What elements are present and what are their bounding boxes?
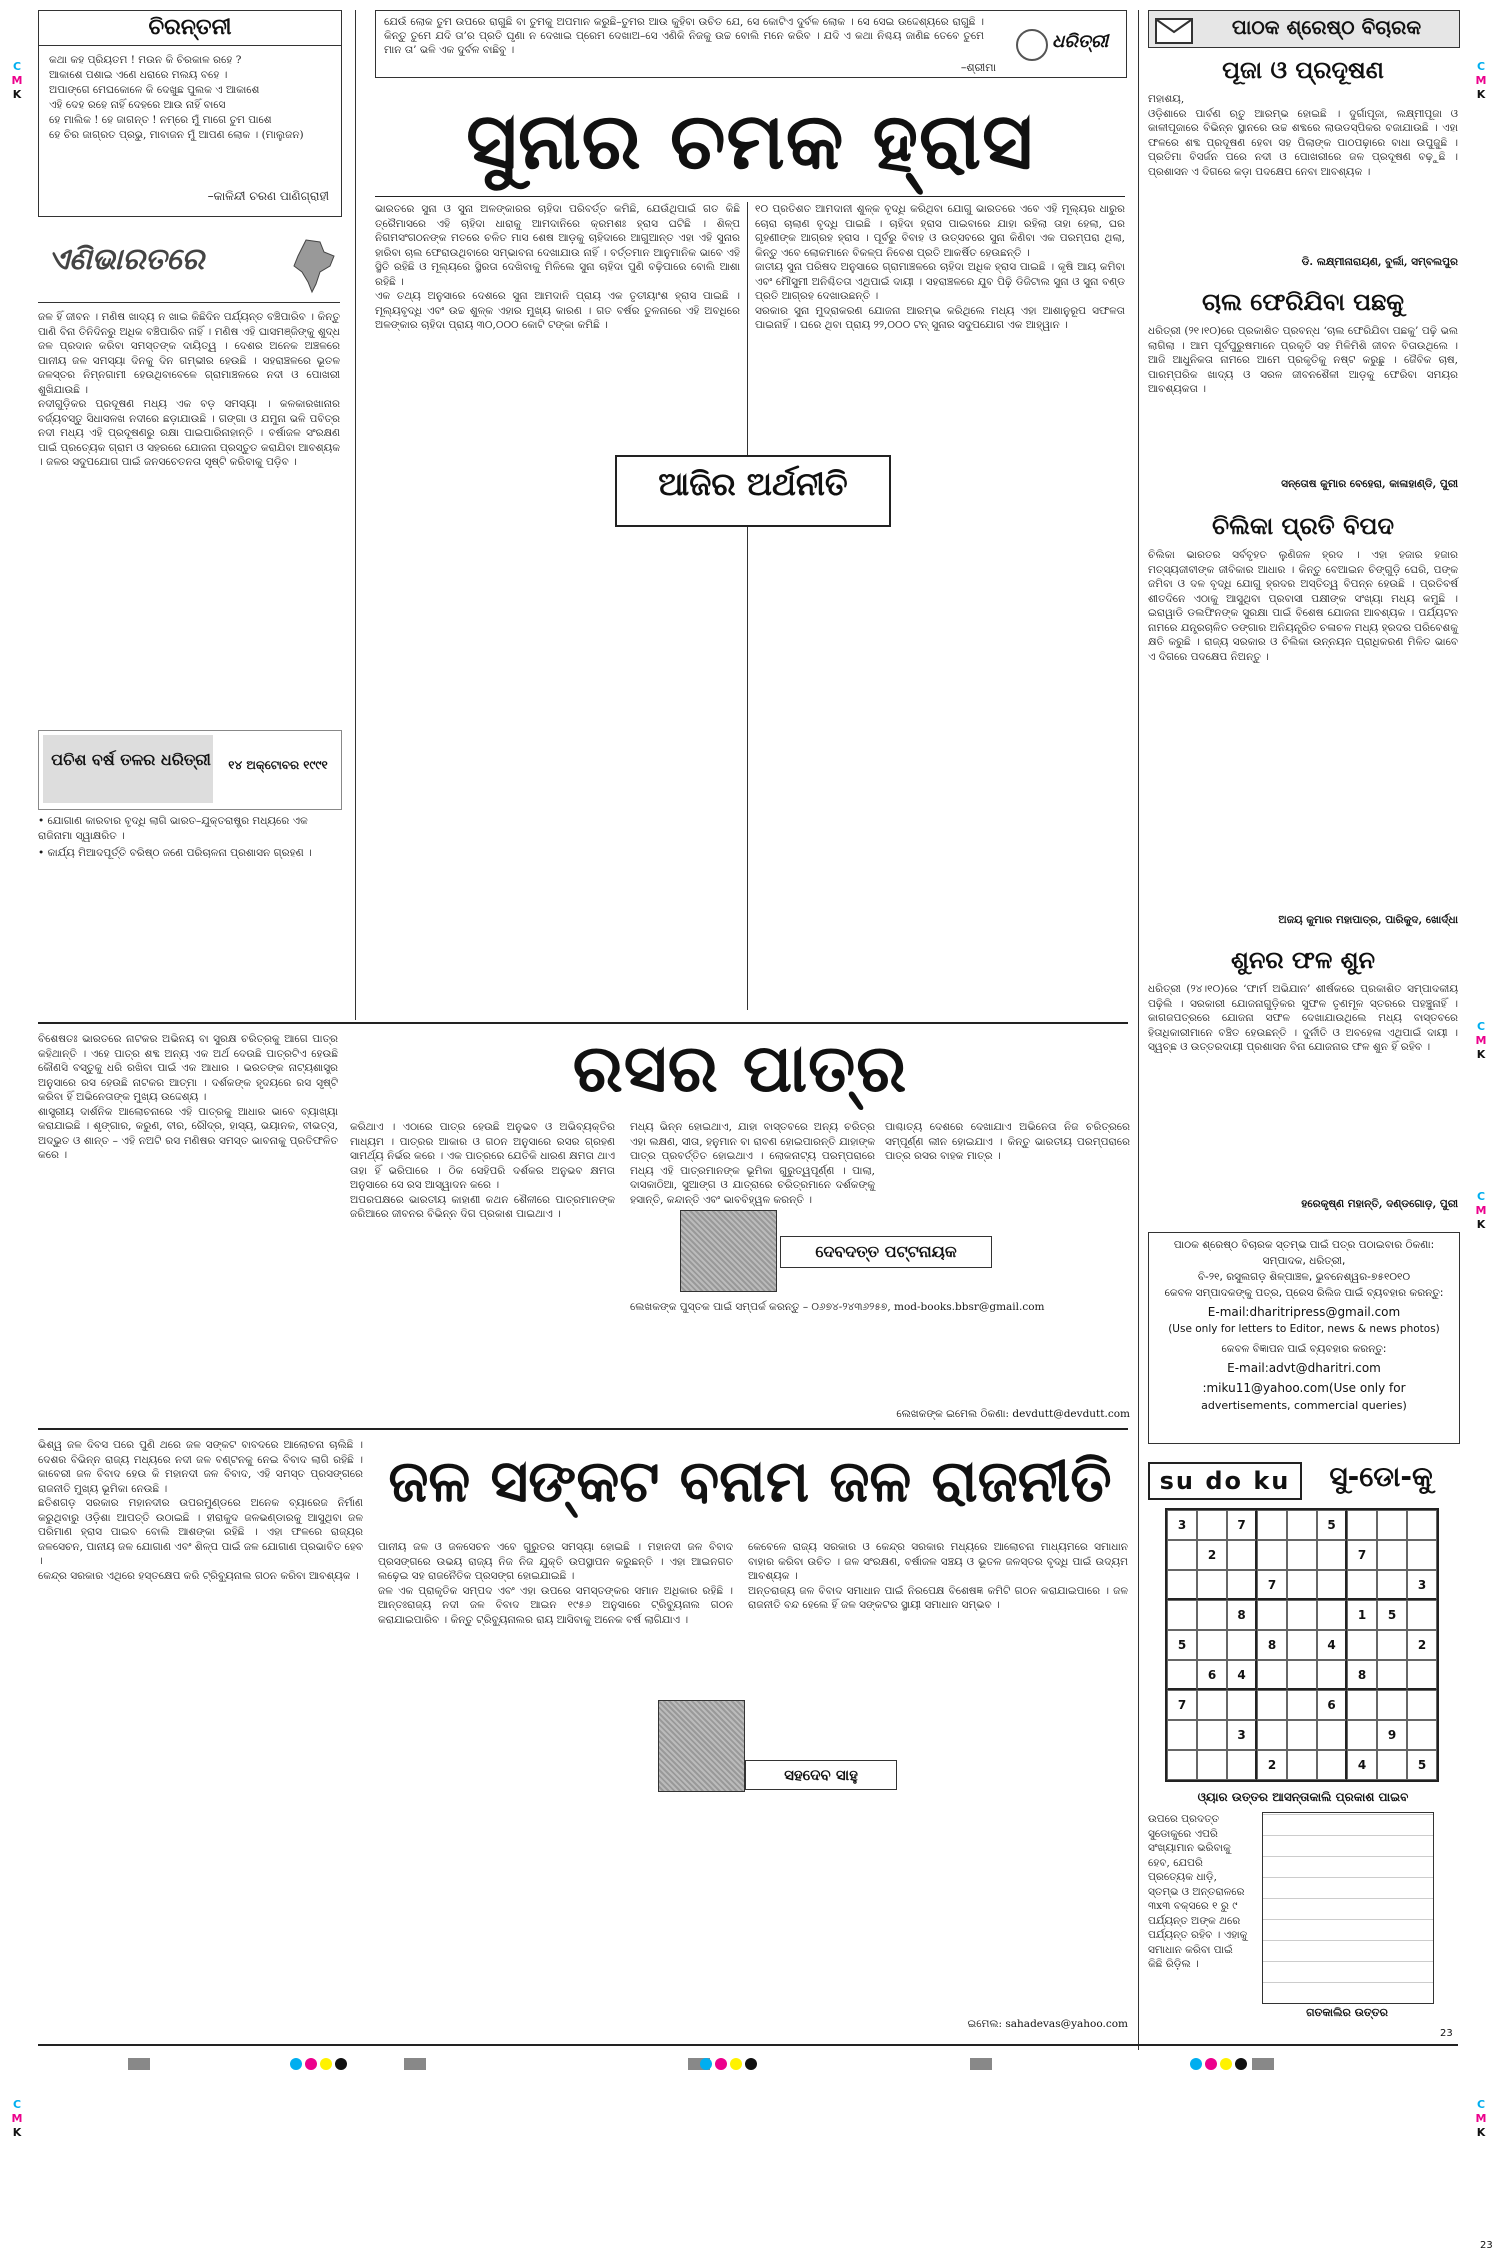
rasa-col4: ପାଶ୍ଚାତ୍ୟ ଦେଶରେ ଦେଖାଯାଏ ଅଭିନେତା ନିଜ ଚରିତ୍ରରେ ସମ୍ପୂର୍ଣ୍ଣ ଲୀନ ହୋଇଯାଏ । କିନ୍ତୁ ଭାରତୀୟ ପରମ୍ପରାରେ ପାତ୍ର ରସର ବାହକ ମାତ୍ର । — [885, 1121, 1134, 1162]
letters-header-box — [1148, 10, 1460, 48]
sudoku-cell[interactable] — [1317, 1570, 1347, 1600]
sudoku-cell[interactable] — [1377, 1690, 1407, 1720]
letter3-body: ଚିଲିକା ଭାରତର ସର୍ବବୃହତ ଲୁଣିଜଳ ହ୍ରଦ । ଏହା ହଜାର ହଜାର ମତ୍ସ୍ୟଜୀବୀଙ୍କ ଜୀବିକାର ଆଧାର । କିନ୍ତୁ ବେଆଇନ ଚିଙ୍ଗୁଡ଼ି ଘେରି, ପଙ୍କ ଜମିବା ଓ ଦଳ ବୃଦ୍ଧି ଯୋଗୁ ହ୍ରଦର ଅସ୍ତିତ୍ୱ ବିପନ୍ନ ହେଉଛି । ପ୍ରତିବର୍ଷ ଶୀତଦିନେ ଏଠାକୁ ଆସୁଥିବା ପ୍ରବାସୀ ପକ୍ଷୀଙ୍କ ସଂଖ୍ୟା ମଧ୍ୟ କମୁଛି । ଇରାୱାଡି ଡଲଫିନଙ୍କ ସୁରକ୍ଷା ପାଇଁ ବିଶେଷ ଯୋଜନା ଆବଶ୍ୟକ । ପର୍ଯ୍ୟଟନ ନାମରେ ଯନ୍ତ୍ରଚାଳିତ ଡଙ୍ଗାର ଅନିୟନ୍ତ୍ରିତ ଚଳାଚଳ ମଧ୍ୟ ହ୍ରଦର ପରିବେଶକୁ କ୍ଷତି କରୁଛି । ରାଜ୍ୟ ସରକାର ଓ ଚିଲିକା ଉନ୍ନୟନ ପ୍ରାଧିକରଣ ମିଳିତ ଭାବେ ଏ ଦିଗରେ ପଦକ୍ଷେପ ନିଅନ୍ତୁ । — [1148, 549, 1462, 663]
sudoku-cell[interactable] — [1197, 1510, 1227, 1540]
sudoku-cell[interactable] — [1257, 1540, 1287, 1570]
contact-email3-note: advertisements, commercial queries) — [1201, 1399, 1407, 1412]
water-col1: ଭିଶ୍ୱ ଜଳ ଦିବସ ପରେ ପୁଣି ଥରେ ଜଳ ସଙ୍କଟ ବାବଦରେ ଆଲୋଚନା ଚାଲିଛି । ଦେଶର ବିଭିନ୍ନ ରାଜ୍ୟ ମଧ୍ୟରେ ନଦୀ ଜଳ ବଣ୍ଟନକୁ ନେଇ ବିବାଦ ଲାଗି ରହିଛି । କାବେରୀ ଜଳ ବିବାଦ ହେଉ କି ମହାନଦୀ ଜଳ ବିବାଦ, ଏହି ସମସ୍ତ ପ୍ରସଙ୍ଗରେ ରାଜନୀତି ମୁଖ୍ୟ ଭୂମିକା ନେଉଛି । ଛତିଶଗଡ଼ ସରକାର ମହାନଦୀର ଉପରମୁଣ୍ଡରେ ଅନେକ ବ୍ୟାରେଜ ନିର୍ମାଣ କରୁଥିବାରୁ ଓଡ଼ିଶା ଆପତ୍ତି ଉଠାଇଛି । ହୀରାକୁଦ ଜଳଭଣ୍ଡାରକୁ ଆସୁଥିବା ଜଳ ପରିମାଣ ହ୍ରାସ ପାଇବ ବୋଲି ଆଶଙ୍କା ରହିଛି । ଏହା ଫଳରେ ରାଜ୍ୟର ଜଳସେଚନ, ପାନୀୟ ଜଳ ଯୋଗାଣ ଏବଂ ଶିଳ୍ପ ପାଇଁ ଜଳ ଯୋଗାଣ ପ୍ରଭାବିତ ହେବ । କେନ୍ଦ୍ର ସରକାର ଏଥିରେ ହସ୍ତକ୍ଷେପ କରି ଟ୍ରିବ୍ୟୁନାଲ ଗଠନ କରିବା ଆବଶ୍ୟକ । — [38, 1439, 363, 1582]
letter2-title: ଚାଲ ଫେରିଯିବା ପଛକୁ — [1201, 288, 1405, 316]
contact-line5: କେବଳ ବିଜ୍ଞାପନ ପାଇଁ ବ୍ୟବହାର କରନ୍ତୁ: — [1221, 1343, 1387, 1355]
sudoku-cell[interactable] — [1407, 1690, 1437, 1720]
sudoku-cell[interactable] — [1317, 1750, 1347, 1780]
india-today-title: ଏଣିଭାରତରେ — [48, 242, 205, 277]
sudoku-cell[interactable]: 8 — [1227, 1600, 1257, 1630]
rule-water-top — [38, 1428, 1128, 1430]
reg-k-mid-right: K — [1476, 1048, 1486, 1061]
sudoku-prev-answer — [1262, 1812, 1434, 2004]
contact-line3: ବି-୨୧, ରସୁଲଗଡ଼ ଶିଳ୍ପାଞ୍ଚଳ, ଭୁବନେଶ୍ୱର-୭୫୧୦୧୦ — [1197, 1271, 1411, 1283]
sudoku-cell[interactable]: 8 — [1257, 1630, 1287, 1660]
gray-swatch-1 — [128, 2058, 150, 2070]
sudoku-cell[interactable] — [1377, 1510, 1407, 1540]
water-author-email: ଇମେଲ: sahadevas@yahoo.com — [967, 2018, 1128, 2030]
contact-box — [1148, 1232, 1460, 1444]
contact-email1[interactable]: E-mail:dharitripress@gmail.com — [1207, 1305, 1401, 1319]
sudoku-cell[interactable]: 4 — [1347, 1750, 1377, 1780]
rasa-col2: କରିଥାଏ । ଏଠାରେ ପାତ୍ର ହେଉଛି ଅନୁଭବ ଓ ଅଭିବ୍ୟକ୍ତିର ମାଧ୍ୟମ । ପାତ୍ରର ଆକାର ଓ ଗଠନ ଅନୁସାରେ ରସର ଗ୍ରହଣ ସାମର୍ଥ୍ୟ ନିର୍ଭର କରେ । ଏକ ପାତ୍ରରେ ଯେତିକି ଧାରଣ କ୍ଷମତା ଥାଏ ତାହା ହିଁ ଭରିପାରେ । ଠିକ ସେହିପରି ଦର୍ଶକର ଅନୁଭବ କ୍ଷମତା ଅନୁସାରେ ସେ ରସ ଆସ୍ୱାଦନ କରେ । ଅପରପକ୍ଷରେ ଭାରତୀୟ କାହାଣୀ କଥନ ଶୈଳୀରେ ପାତ୍ରମାନଙ୍କ ଜରିଆରେ ଜୀବନର ବିଭିନ୍ନ ଦିଗ ପ୍ରକାଶ ପାଇଥାଏ । — [350, 1121, 615, 1220]
cmyk-dot — [335, 2058, 347, 2070]
sudoku-cell[interactable] — [1377, 1660, 1407, 1690]
sudoku-cell[interactable] — [1317, 1660, 1347, 1690]
cmyk-dot — [745, 2058, 757, 2070]
contact-email3[interactable]: :miku11@yahoo.com(Use only for — [1202, 1381, 1406, 1395]
sudoku-cell[interactable] — [1377, 1570, 1407, 1600]
sudoku-cell[interactable] — [1287, 1660, 1317, 1690]
cmyk-dot — [290, 2058, 302, 2070]
sudoku-cell[interactable] — [1347, 1570, 1377, 1600]
sudoku-cell[interactable] — [1227, 1630, 1257, 1660]
sudoku-cell[interactable] — [1377, 1630, 1407, 1660]
sudoku-cell[interactable] — [1407, 1720, 1437, 1750]
reg-m-bottom-left: M — [11, 2112, 23, 2125]
envelope-icon — [1155, 18, 1193, 44]
reg-m-mid-right-2: M — [1475, 1204, 1487, 1217]
author-name-devdutt: ଦେବଦତ୍ତ ପଟ୍ଟନାୟକ — [780, 1236, 992, 1268]
sudoku-rules: ଉପରେ ପ୍ରଦତ୍ତ ସୁଡୋକୁରେ ଏପରି ସଂଖ୍ୟାମାନ ଭରିବାକୁ ହେବ, ଯେପରି ପ୍ରତ୍ୟେକ ଧାଡ଼ି, ସ୍ତମ୍ଭ ଓ ଅନ୍ତରାଳରେ ୩x୩ ବକ୍ସରେ ୧ ରୁ ୯ ପର୍ଯ୍ୟନ୍ତ ଅଙ୍କ ଥରେ ପର୍ଯ୍ୟନ୍ତ ରହିବ । ଏହାକୁ ସମାଧାନ କରିବା ପାଇଁ କିଛି ରିଡ଼ିଲ । — [1148, 1813, 1251, 1970]
sudoku-cell[interactable] — [1377, 1540, 1407, 1570]
reg-k-top-right: K — [1476, 88, 1486, 101]
rasa-col3: ମଧ୍ୟ ଭିନ୍ନ ହୋଇଥାଏ, ଯାହା ବାସ୍ତବରେ ଅନ୍ୟ ଚରିତ୍ର ଏହା ଲକ୍ଷଣ, ସୀତା, ହନୁମାନ ବା ରାବଣ ହୋଇପାରନ୍ତି ଯାହାଙ୍କ ପାତ୍ର ପ୍ରବର୍ତ୍ତିତ ହୋଇଥାଏ । ଲୋକନାଟ୍ୟ ପରମ୍ପରାରେ ମଧ୍ୟ ଏହି ପାତ୍ରମାନଙ୍କ ଭୂମିକା ଗୁରୁତ୍ୱପୂର୍ଣ୍ଣ । ପାଲା, ଦାସକାଠିଆ, ସୁଆଙ୍ଗ ଓ ଯାତ୍ରାରେ ଚରିତ୍ରମାନେ ଦର୍ଶକଙ୍କୁ ହସାନ୍ତି, କନ୍ଦାନ୍ତି ଏବଂ ଭାବବିହ୍ୱଳ କରନ୍ତି । — [630, 1121, 879, 1206]
sudoku-cell[interactable] — [1167, 1570, 1197, 1600]
sudoku-cell[interactable]: 2 — [1257, 1750, 1287, 1780]
reg-m-mid-right: M — [1475, 1034, 1487, 1047]
sudoku-cell[interactable]: 6 — [1197, 1660, 1227, 1690]
chirantani-poem: କଥା କହ ପ୍ରିୟତମ ! ମଉନ କି ଚିରକାଳ ରହେ ? ଆକାଶେ ପଶାଇ ଏଣେ ଧରାରେ ମଲୟ ବହେ । ଅପାଙ୍ଗେ ମେଘକୋଳେ କି ଦେଖୁଛ ପୁଲକ ଏ ଆକାଶେ ଏହି ଦେହ ରହେ ନାହିଁ ଦେହରେ ଆଉ ନାହିଁ ବାସେ ହେ ମାଲିକ ! ହେ ଜାଗନ୍ତ ! ନମ୍ରେ ମୁଁ ମାଗେ ତୁମ ପାଶେ ହେ ଚିର ଜାଗ୍ରତ ପ୍ରଭୁ, ମାବାଜନ ମୁଁ ଆପଣ ଲୋକ । (ମାଲୁଜନ) — [49, 54, 304, 141]
rule-bottom — [38, 2044, 1458, 2046]
dharitri-25-item2: • କାର୍ଯ୍ୟ ମିଆଦପୂର୍ତ୍ତି ବରିଷ୍ଠ ଜଣେ ପରିଚାଳନା ପ୍ରଶାସନ ଗ୍ରହଣ । — [38, 847, 312, 859]
rule-rasa-top — [38, 1022, 1128, 1024]
contact-email1-note: (Use only for letters to Editor, news & news photos) — [1168, 1323, 1440, 1335]
rule-gold-top — [375, 196, 1125, 197]
letter1-body: ମହାଶୟ, ଓଡ଼ିଶାରେ ପାର୍ବଣ ଋତୁ ଆରମ୍ଭ ହୋଇଛି । ଦୁର୍ଗାପୂଜା, ଲକ୍ଷ୍ମୀପୂଜା ଓ କାଳୀପୂଜାରେ ବିଭିନ୍ନ ସ୍ଥାନରେ ଉଚ୍ଚ ଶବ୍ଦରେ ଲାଉଡସ୍ପିକର ବଜାଯାଉଛି । ଏହା ଫଳରେ ଶବ୍ଦ ପ୍ରଦୂଷଣ ହେବା ସହ ପିଲାଙ୍କ ପାଠପଢ଼ାରେ ବାଧା ଉପୁଜୁଛି । ପ୍ରତିମା ବିସର୍ଜନ ପରେ ନଦୀ ଓ ପୋଖରୀରେ ଜଳ ପ୍ରଦୂଷଣ ବଢ଼ୁଛି । ପ୍ରଶାସନ ଏ ଦିଗରେ କଡ଼ା ପଦକ୍ଷେପ ନେବା ଆବଶ୍ୟକ । — [1148, 93, 1458, 178]
page-number: 23 — [1440, 2028, 1453, 2039]
sudoku-cell[interactable] — [1197, 1570, 1227, 1600]
chirantani-author: –କାଳିନ୍ଦୀ ଚରଣ ପାଣିଗ୍ରାହୀ — [207, 189, 329, 203]
sudoku-cell[interactable] — [1317, 1540, 1347, 1570]
sudoku-cell[interactable] — [1407, 1510, 1437, 1540]
chirantani-title: ଚିରନ୍ତନୀ — [39, 11, 341, 46]
cmyk-dot — [1205, 2058, 1217, 2070]
sudoku-cell[interactable] — [1347, 1690, 1377, 1720]
author-photo-devdutt — [680, 1210, 777, 1292]
india-today-body: ଜଳ ହିଁ ଜୀବନ । ମଣିଷ ଖାଦ୍ୟ ନ ଖାଇ କିଛିଦିନ ପର୍ଯ୍ୟନ୍ତ ବଞ୍ଚିପାରିବ । କିନ୍ତୁ ପାଣି ବିନା ତିନିଦିନରୁ ଅଧିକ ବଞ୍ଚିପାରିବ ନାହିଁ । ମଣିଷ ଏହି ଘାସମଞ୍ଜିଙ୍କୁ ଶୁଦ୍ଧ ଜଳ ପ୍ରଦାନ କରିବା ସମସ୍ତଙ୍କ ଦାୟିତ୍ୱ । ଦେଶର ଅନେକ ଅଞ୍ଚଳରେ ପାନୀୟ ଜଳ ସମସ୍ୟା ଦିନକୁ ଦିନ ଗମ୍ଭୀର ହେଉଛି । ସହରାଞ୍ଚଳରେ ଭୂତଳ ଜଳସ୍ତର ନିମ୍ନଗାମୀ ହେଉଥିବାବେଳେ ଗ୍ରାମାଞ୍ଚଳରେ ନଦୀ ଓ ପୋଖରୀ ଶୁଖିଯାଉଛି । ନଦୀଗୁଡ଼ିକର ପ୍ରଦୂଷଣ ମଧ୍ୟ ଏକ ବଡ଼ ସମସ୍ୟା । କଳକାରଖାନାର ବର୍ଜ୍ୟବସ୍ତୁ ସିଧାସଳଖ ନଦୀରେ ଛଡ଼ାଯାଉଛି । ଗଙ୍ଗା ଓ ଯମୁନା ଭଳି ପବିତ୍ର ନଦୀ ମଧ୍ୟ ଏହି ପ୍ରଦୂଷଣରୁ ରକ୍ଷା ପାଇପାରିନାହାନ୍ତି । ବର୍ଷାଜଳ ସଂରକ୍ଷଣ ପାଇଁ ପ୍ରତ୍ୟେକ ଗ୍ରାମ ଓ ସହରରେ ଯୋଜନା ପ୍ରସ୍ତୁତ କରାଯିବା ଆବଶ୍ୟକ । ଜଳର ସଦୁପଯୋଗ ପାଇଁ ଜନସଚେତନତା ସୃଷ୍ଟି କରିବାକୁ ପଡ଼ିବ । — [38, 311, 340, 468]
reg-m-bottom-right: M — [1475, 2112, 1487, 2125]
sudoku-cell[interactable]: 8 — [1347, 1660, 1377, 1690]
reg-k-bottom-left: K — [12, 2126, 22, 2139]
gray-swatch-2 — [404, 2058, 426, 2070]
letters-header: ପାଠକ ଶ୍ରେଷ୍ଠ ବିଚାରକ — [1231, 15, 1422, 39]
sudoku-cell[interactable] — [1347, 1630, 1377, 1660]
sudoku-cell[interactable] — [1167, 1660, 1197, 1690]
sudoku-cell[interactable]: 3 — [1167, 1510, 1197, 1540]
reg-k-mid-right-2: K — [1476, 1218, 1486, 1231]
sudoku-cell[interactable] — [1287, 1720, 1317, 1750]
sudoku-cell[interactable]: 3 — [1227, 1720, 1257, 1750]
quote-author: –ଶ୍ରୀମା — [960, 61, 996, 74]
sudoku-cell[interactable] — [1287, 1570, 1317, 1600]
sudoku-cell[interactable] — [1257, 1510, 1287, 1540]
reg-k-bottom-right: K — [1476, 2126, 1486, 2139]
sudoku-cell[interactable]: 6 — [1317, 1690, 1347, 1720]
reg-c-mid-right-2: C — [1476, 1190, 1486, 1203]
contact-line4: କେବଳ ସମ୍ପାଦକଙ୍କୁ ପତ୍ର, ପ୍ରେସ ରିଲିଜ ପାଇଁ ବ୍ୟବହାର କରନ୍ତୁ: — [1164, 1287, 1444, 1299]
sudoku-cell[interactable] — [1167, 1540, 1197, 1570]
cmyk-dot — [730, 2058, 742, 2070]
gray-swatch-5 — [1252, 2058, 1274, 2070]
contact-line2: ସମ୍ପାଦକ, ଧରିତ୍ରୀ, — [1262, 1255, 1346, 1267]
sudoku-cell[interactable] — [1227, 1750, 1257, 1780]
sudoku-cell[interactable] — [1407, 1660, 1437, 1690]
letter4-author: ହରେକୃଷ୍ଣ ମହାନ୍ତି, ଦଣ୍ଡଗୋଡ଼, ପୁରୀ — [1301, 1198, 1458, 1210]
sudoku-title-en: su do ku — [1148, 1462, 1302, 1500]
sudoku-cell[interactable] — [1287, 1510, 1317, 1540]
gold-article-col2: ୧୦ ପ୍ରତିଶତ ଆମଦାନୀ ଶୁଳ୍କ ବୃଦ୍ଧି କରିଥିବା ଯୋଗୁ ଭାରତରେ ଏବେ ଏହି ମୂଲ୍ୟର ଧାରୁର ଚୋରା ଚାଲାଣ ବୃଦ୍ଧି ପାଇଛି । ଚାହିଦା ହ୍ରାସ ପାଇବାରେ ଯାହା ରହିଲା ତାହା ହେଲା, ଘର ଗୃହଣୀଙ୍କ ଆଗ୍ରହ ହ୍ରାସ । ପୂର୍ବରୁ ବିବାହ ଓ ଉତ୍ସବରେ ସୁନା କିଣିବା ଏକ ପରମ୍ପରା ଥିଲା, କିନ୍ତୁ ଏବେ ଲୋକମାନେ ବିକଳ୍ପ ନିବେଶ ପ୍ରତି ଆକର୍ଷିତ ହେଉଛନ୍ତି । ଜାତୀୟ ସୁନା ପରିଷଦ ଅନୁସାରେ ଗ୍ରାମାଞ୍ଚଳରେ ଚାହିଦା ଅଧିକ ହ୍ରାସ ପାଇଛି । କୃଷି ଆୟ କମିବା ଏବଂ ମୌସୁମୀ ଅନିଶ୍ଚିତତା ଏଥିପାଇଁ ଦାୟୀ । ସହରାଞ୍ଚଳରେ ଯୁବ ପିଢ଼ି ଡିଜିଟାଲ ସୁନା ଓ ସୁନା ବଣ୍ଡ ପ୍ରତି ଆଗ୍ରହ ଦେଖାଉଛନ୍ତି । ସରକାର ସୁନା ମୁଦ୍ରାକରଣ ଯୋଜନା ଆରମ୍ଭ କରିଥିଲେ ମଧ୍ୟ ଏହା ଆଶାନୁରୂପ ସଫଳତା ପାଇନାହିଁ । ଘରେ ଥିବା ପ୍ରାୟ ୨୨,୦୦୦ ଟନ୍ ସୁନାର ସଦୁପଯୋଗ ଏକ ଆହ୍ୱାନ । — [755, 203, 1125, 331]
contact-line1: ପାଠକ ଶ୍ରେଷ୍ଠ ବିଚାରକ ସ୍ତମ୍ଭ ପାଇଁ ପତ୍ର ପଠାଇବାର ଠିକଣା: — [1173, 1239, 1435, 1251]
sudoku-cell[interactable] — [1167, 1600, 1197, 1630]
rasa-author-email: ଲେଖକଙ୍କ ଇମେଲ ଠିକଣା: devdutt@devdutt.com — [896, 1408, 1130, 1420]
sudoku-cell[interactable] — [1257, 1720, 1287, 1750]
sudoku-title-od: ସୁ-ଡୋ-କୁ — [1329, 1460, 1433, 1493]
rule-left-col — [355, 10, 356, 1020]
cmyk-dot — [320, 2058, 332, 2070]
sudoku-cell[interactable] — [1257, 1600, 1287, 1630]
rasa-col1-top: ବିଶେଷତଃ ଭାରତରେ ନାଟକର ଅଭିନୟ ବା ସୁରକ୍ଷ ଚରିତ୍ରକୁ ଆଗେ ପାତ୍ର କହିଥାନ୍ତି । ଏହେ ପାତ୍ର ଶବ୍ଦ ଅନ୍ୟ ଏକ ଅର୍ଥ ଦେଉଛି ପାତ୍ରଟିଏ ହେଉଛି କୌଣସି ବସ୍ତୁକୁ ଧରି ରଖିବା ପାଇଁ ଏକ ଆଧାର । ଭରତଙ୍କ ନାଟ୍ୟଶାସ୍ତ୍ର ଅନୁସାରେ ରସ ହେଉଛି ନାଟକର ଆତ୍ମା । ଦର୍ଶକଙ୍କ ହୃଦୟରେ ରସ ସୃଷ୍ଟି କରିବା ହିଁ ଅଭିନେତାଙ୍କ ମୁଖ୍ୟ ଉଦ୍ଦେଶ୍ୟ । ଶାସ୍ତ୍ରୀୟ ଦାର୍ଶନିକ ଆଲୋଚନାରେ ଏହି ପାତ୍ରକୁ ଆଧାର ଭାବେ ବ୍ୟାଖ୍ୟା କରାଯାଇଛି । ଶୃଙ୍ଗାର, କରୁଣ, ବୀର, ରୌଦ୍ର, ହାସ୍ୟ, ଭୟାନକ, ବୀଭତ୍ସ, ଅଦ୍ଭୁତ ଓ ଶାନ୍ତ – ଏହି ନଅଟି ରସ ମଣିଷର ସମସ୍ତ ଭାବନାକୁ ପ୍ରତିଫଳିତ କରେ । — [38, 1033, 338, 1161]
letter2-author: ସନ୍ତୋଷ କୁମାର ବେହେରା, କାଳାହାଣ୍ଡି, ପୁରୀ — [1281, 478, 1458, 490]
rule-right-col — [1138, 10, 1139, 2050]
sudoku-cell[interactable]: 4 — [1317, 1630, 1347, 1660]
letter2-body: ଧରିତ୍ରୀ (୨୧।୧୦)ରେ ପ୍ରକାଶିତ ପ୍ରବନ୍ଧ ‘ଚାଲ ଫେରିଯିବା ପଛକୁ’ ପଢ଼ି ଭଲ ଲାଗିଲା । ଆମ ପୂର୍ବପୁରୁଷମାନେ ପ୍ରକୃତି ସହ ମିଳିମିଶି ଜୀବନ ବିତାଉଥିଲେ । ଆଜି ଆଧୁନିକତା ନାମରେ ଆମେ ପ୍ରକୃତିକୁ ନଷ୍ଟ କରୁଛୁ । ଜୈବିକ ଚାଷ, ପାରମ୍ପରିକ ଖାଦ୍ୟ ଓ ସରଳ ଜୀବନଶୈଳୀ ଆଡ଼କୁ ଫେରିବା ସମୟର ଆବଶ୍ୟକତା । — [1148, 325, 1462, 395]
sudoku-cell[interactable]: 5 — [1317, 1510, 1347, 1540]
reg-c-top-left: C — [12, 60, 22, 73]
cmyk-dot — [1235, 2058, 1247, 2070]
sudoku-cell[interactable]: 4 — [1227, 1660, 1257, 1690]
sudoku-grid[interactable] — [1165, 1508, 1439, 1782]
sudoku-cell[interactable] — [1197, 1750, 1227, 1780]
page-number-bottom: 23 — [1480, 2240, 1493, 2251]
headline-gold: ସୁନାର ଚମକ ହ୍ରାସ — [466, 97, 1034, 187]
gold-article-col1: ଭାରତରେ ସୁନା ଓ ସୁନା ଅଳଙ୍କାରର ଚାହିଦା ପରିବର୍ତ୍ତ କମିଛି, ଯେଉଁଥିପାଇଁ ଗତ କିଛି ତ୍ରୈମାସରେ ଏହି ଚାହିଦା ଧାରାକୁ ଆମଦାନିରେ କ୍ରମଶଃ ହ୍ରାସ ଘଟିଛି । ଶିଳ୍ପ ନିଗମସଂଗଠନଙ୍କ ମତରେ ଚଳିତ ମାସ ଶେଷ ଆଡ଼କୁ ଚାହିଦାରେ ଆଗୁଆନ୍ତ ଏହା ଏହି ସୁନାର ହାରିବା ଚାଲ ଫେରାଉଥିବାରେ ସମ୍ଭାବନା ଦେଖାଯାଉ ନାହିଁ । ବର୍ତ୍ତମାନ ଆନୁମାନିକ ଭାବେ ଏହି ସ୍ଥିତି ରହିଛି ଓ ମୂଲ୍ୟରେ ସ୍ଥିରତା ଦେଖିବାକୁ ମିଳିଲେ ସୁନା ଚାହିଦା ପୁଣି ବଢ଼ିପାରେ ବୋଲି ଆଶା ରହିଛି । ଏକ ତଥ୍ୟ ଅନୁସାରେ ଦେଶରେ ସୁନା ଆମଦାନି ପ୍ରାୟ ଏକ ତୃତୀୟାଂଶ ହ୍ରାସ ପାଇଛି । ମୂଲ୍ୟବୃଦ୍ଧି ଏବଂ ଉଚ୍ଚ ଶୁଳ୍କ ଏହାର ମୁଖ୍ୟ କାରଣ । ଗତ ବର୍ଷର ତୁଳନାରେ ଏହି ଅବଧିରେ ଅଳଙ୍କାର ଚାହିଦା ପ୍ରାୟ ୩୦,୦୦୦ କୋଟି ଟଙ୍କା କମିଛି । — [375, 203, 740, 331]
reg-m-top-right: M — [1475, 74, 1487, 87]
headline-water: ଜଳ ସଙ୍କଟ ବନାମ ଜଳ ରାଜନୀତି — [388, 1447, 1112, 1515]
sudoku-cell[interactable]: 3 — [1407, 1570, 1437, 1600]
sudoku-cell[interactable] — [1197, 1720, 1227, 1750]
reg-m-top-left: M — [11, 74, 23, 87]
rule-gold-col — [747, 202, 748, 1010]
sudoku-cell[interactable] — [1257, 1660, 1287, 1690]
chirantani-box — [38, 10, 342, 217]
sudoku-cell[interactable] — [1167, 1720, 1197, 1750]
water-col3: କେବେଳେ ରାଜ୍ୟ ସରକାର ଓ କେନ୍ଦ୍ର ସରକାର ମଧ୍ୟରେ ଆଲୋଚନା ମାଧ୍ୟମରେ ସମାଧାନ ବାହାର କରିବା ଉଚିତ । ଜଳ ସଂରକ୍ଷଣ, ବର୍ଷାଜଳ ସଞ୍ଚୟ ଓ ଭୂତଳ ଜଳସ୍ତର ବୃଦ୍ଧି ପାଇଁ ଉଦ୍ୟମ ଆବଶ୍ୟକ । ଅନ୍ତରାଜ୍ୟ ଜଳ ବିବାଦ ସମାଧାନ ପାଇଁ ନିରପେକ୍ଷ ବିଶେଷଜ୍ଞ କମିଟି ଗଠନ କରାଯାଇପାରେ । ଜଳ ରାଜନୀତି ବନ୍ଦ ହେଲେ ହିଁ ଜଳ ସଙ୍କଟର ସ୍ଥାୟୀ ସମାଧାନ ସମ୍ଭବ । — [748, 1541, 1128, 1611]
sudoku-answer-note: ଓ୍ୟାର ଉତ୍ତର ଆସନ୍ତାକାଲି ପ୍ରକାଶ ପାଇବ — [1197, 1790, 1409, 1804]
sudoku-cell[interactable] — [1317, 1720, 1347, 1750]
sudoku-cell[interactable] — [1317, 1600, 1347, 1630]
water-col2: ପାନୀୟ ଜଳ ଓ ଜଳସେଚନ ଏବେ ଗୁରୁତର ସମସ୍ୟା ହୋଇଛି । ମହାନଦୀ ଜଳ ବିବାଦ ପ୍ରସଙ୍ଗରେ ଉଭୟ ରାଜ୍ୟ ନିଜ ନିଜ ଯୁକ୍ତି ଉପସ୍ଥାପନ କରୁଛନ୍ତି । ଏହା ଆଇନଗତ ଲଢ଼େଇ ସହ ରାଜନୈତିକ ପ୍ରସଙ୍ଗ ହୋଇଯାଇଛି । ଜଳ ଏକ ପ୍ରାକୃତିକ ସମ୍ପଦ ଏବଂ ଏହା ଉପରେ ସମସ୍ତଙ୍କର ସମାନ ଅଧିକାର ରହିଛି । ଆନ୍ତଃରାଜ୍ୟ ନଦୀ ଜଳ ବିବାଦ ଆଇନ ୧୯୫୬ ଅନୁସାରେ ଟ୍ରିବ୍ୟୁନାଲ ଗଠନ କରାଯାଇପାରିବ । କିନ୍ତୁ ଟ୍ରିବ୍ୟୁନାଲର ରାୟ ଆସିବାକୁ ଅନେକ ବର୍ଷ ଲାଗିଯାଏ । — [378, 1541, 733, 1626]
dharitri-25-title: ପଚିଶ ବର୍ଷ ତଳର ଧରିତ୍ରୀ — [51, 750, 211, 769]
dharitri-logo: ଧରିତ୍ରୀ — [1052, 31, 1109, 52]
dharitri-25-item1: • ଯୋଗାଣ କାରବାର ବୃଦ୍ଧି ଲାଗି ଭାରତ–ଯୁକ୍ତରାଷ୍ଟ୍ର ମଧ୍ୟରେ ଏକ ରାଜିନାମା ସ୍ୱାକ୍ଷରିତ । — [38, 815, 312, 842]
sudoku-cell[interactable] — [1407, 1600, 1437, 1630]
sudoku-cell[interactable]: 9 — [1377, 1720, 1407, 1750]
reg-c-bottom-left: C — [12, 2098, 22, 2111]
letter3-author: ଅଜୟ କୁମାର ମହାପାତ୍ର, ପାରିକୁଦ, ଖୋର୍ଦ୍ଧା — [1278, 914, 1458, 926]
india-today-header — [38, 232, 340, 303]
sudoku-cell[interactable] — [1287, 1540, 1317, 1570]
cmyk-dot — [305, 2058, 317, 2070]
reg-k-top-left: K — [12, 88, 22, 101]
reg-c-top-right: C — [1476, 60, 1486, 73]
chakra-icon — [1016, 29, 1048, 61]
sudoku-prev-label: ଗତକାଲିର ଉତ୍ତର — [1306, 2006, 1388, 2019]
sudoku-cell[interactable]: 7 — [1347, 1540, 1377, 1570]
letter4-body: ଧରିତ୍ରୀ (୨୪।୧୦)ରେ ‘ଫାର୍ମ ଅଭିଯାନ’ ଶୀର୍ଷକରେ ପ୍ରକାଶିତ ସମ୍ପାଦକୀୟ ପଢ଼ିଲି । ସରକାରୀ ଯୋଜନାଗୁଡ଼ିକର ସୁଫଳ ତୃଣମୂଳ ସ୍ତରରେ ପହଞ୍ଚୁନାହିଁ । କାଗଜପତ୍ରରେ ଯୋଜନା ସଫଳ ଦେଖାଯାଉଥିଲେ ମଧ୍ୟ ବାସ୍ତବରେ ହିତାଧିକାରୀମାନେ ବଞ୍ଚିତ ହେଉଛନ୍ତି । ଦୁର୍ନୀତି ଓ ଅବହେଳା ଏଥିପାଇଁ ଦାୟୀ । ସ୍ୱଚ୍ଛ ଓ ଉତ୍ତରଦାୟୀ ପ୍ରଶାସନ ବିନା ଯୋଜନାର ଫଳ ଶୁନ ହିଁ ରହିବ । — [1148, 983, 1462, 1053]
contact-email2[interactable]: E-mail:advt@dharitri.com — [1227, 1361, 1381, 1375]
dharitri-25-box — [38, 730, 342, 810]
sudoku-cell[interactable]: 2 — [1407, 1630, 1437, 1660]
sudoku-cell[interactable]: 7 — [1167, 1690, 1197, 1720]
rasa-books: ଲେଖକଙ୍କ ପୁସ୍ତକ ପାଇଁ ସମ୍ପର୍କ କରନ୍ତୁ – ୦୬୭୪-୨୪୩୬୨୫୭, mod-books.bbsr@gmail.com — [630, 1301, 1045, 1313]
sudoku-cell[interactable]: 7 — [1257, 1570, 1287, 1600]
sudoku-cell[interactable] — [1197, 1690, 1227, 1720]
letter3-title: ଚିଲିକା ପ୍ରତି ବିପଦ — [1212, 512, 1394, 540]
sudoku-cell[interactable] — [1287, 1630, 1317, 1660]
reg-c-mid-right: C — [1476, 1020, 1486, 1033]
sudoku-cell[interactable] — [1407, 1540, 1437, 1570]
headline-rasa: ରସର ପାତ୍ର — [572, 1030, 908, 1107]
sudoku-cell[interactable]: 1 — [1347, 1600, 1377, 1630]
author-name-sahadev: ସହଦେବ ସାହୁ — [745, 1760, 897, 1790]
ajira-arthaniti-box — [615, 455, 891, 527]
letter1-author: ଡି. ଲକ୍ଷ୍ମୀନାରାୟଣ, ବୁର୍ଲା, ସମ୍ବଲପୁର — [1301, 256, 1458, 268]
sudoku-cell[interactable]: 5 — [1407, 1750, 1437, 1780]
dharitri-25-date: ୧୪ ଅକ୍ଟୋବର ୧୯୯୧ — [228, 758, 328, 772]
reg-c-bottom-right: C — [1476, 2098, 1486, 2111]
quote-text: ଯେଉଁ ଲୋକ ତୁମ ଉପରେ ରାଗୁଛି ବା ତୁମକୁ ଅପମାନ କରୁଛି–ତୁମର ଆଉ କୁହିବା ଉଚିତ ଯେ, ସେ କୋଟିଏ ଦୁର୍ବଳ ଲୋକ । ସେ ସେଇ ଉଦ୍ଦେଶ୍ୟରେ ରାଗୁଛି । କିନ୍ତୁ ତୁମେ ଯଦି ତା’ର ପ୍ରତି ଘୃଣା ନ ଦେଖାଇ ପ୍ରେମ ଦେଖାଅ–ସେ ଏଣିକି ନିଜକୁ ଉଚ୍ଚ ବୋଲି ମନେ କରିବ । ଯଦି ଏ କଥା ନିଶ୍ଚୟ ଜାଣିଛ ତେବେ ତୁମେ ମାନ ତା’ ଭଳି ଏକ ଦୁର୍ବଳ ବାଛିବୁ । — [384, 16, 988, 56]
sudoku-cell[interactable] — [1227, 1570, 1257, 1600]
sudoku-cell[interactable] — [1197, 1600, 1227, 1630]
sudoku-cell[interactable] — [1287, 1690, 1317, 1720]
sudoku-cell[interactable] — [1227, 1690, 1257, 1720]
gray-swatch-4 — [970, 2058, 992, 2070]
sudoku-cell[interactable] — [1377, 1750, 1407, 1780]
sudoku-cell[interactable] — [1167, 1750, 1197, 1780]
sudoku-cell[interactable] — [1227, 1540, 1257, 1570]
sudoku-cell[interactable] — [1287, 1750, 1317, 1780]
sudoku-cell[interactable] — [1197, 1630, 1227, 1660]
ajira-arthaniti-label: ଆଜିର ଅର୍ଥନୀତି — [658, 465, 848, 503]
india-map-icon — [290, 238, 338, 294]
cmyk-dot — [700, 2058, 712, 2070]
sudoku-cell[interactable] — [1347, 1720, 1377, 1750]
letter1-title: ପୂଜା ଓ ପ୍ରଦୂଷଣ — [1222, 56, 1384, 84]
author-photo-sahadev — [658, 1700, 745, 1792]
sudoku-cell[interactable]: 7 — [1227, 1510, 1257, 1540]
sudoku-cell[interactable] — [1287, 1600, 1317, 1630]
sudoku-cell[interactable]: 5 — [1377, 1600, 1407, 1630]
letter4-title: ଶୁନର ଫଳ ଶୁନ — [1230, 946, 1376, 974]
sudoku-cell[interactable]: 2 — [1197, 1540, 1227, 1570]
sudoku-header — [1148, 1458, 1458, 1500]
sudoku-cell[interactable] — [1257, 1690, 1287, 1720]
quote-box — [375, 10, 1127, 78]
sudoku-cell[interactable] — [1347, 1510, 1377, 1540]
sudoku-cell[interactable]: 5 — [1167, 1630, 1197, 1660]
cmyk-dot — [1190, 2058, 1202, 2070]
cmyk-dot — [1220, 2058, 1232, 2070]
cmyk-dot — [715, 2058, 727, 2070]
